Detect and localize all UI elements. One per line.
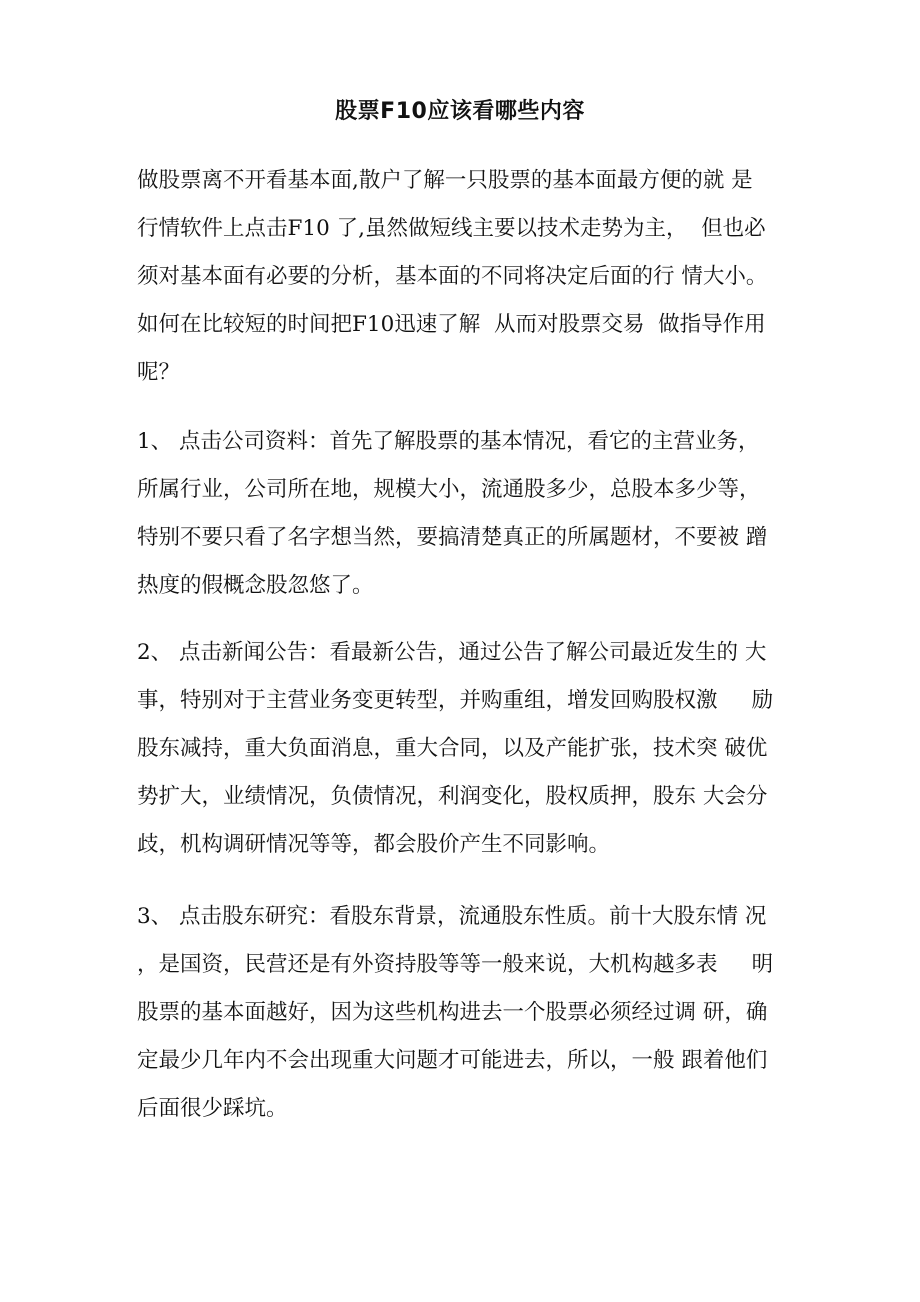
paragraph-line: 做股票离不开看基本面,散户了解一只股票的基本面最方便的就 是 bbox=[137, 168, 753, 193]
paragraph-line: 须对基本面有必要的分析，基本面的不同将决定后面的行 情大小。 bbox=[137, 264, 768, 289]
paragraph-shareholder-research bbox=[137, 893, 797, 1133]
paragraph-line: 1、 点击公司资料：首先了解股票的基本情况，看它的主营业务， bbox=[137, 429, 760, 454]
paragraph-company-info bbox=[137, 418, 797, 610]
paragraph-line: 如何在比较短的时间把F10迅速了解 从而对股票交易 做指导作用 bbox=[137, 312, 766, 337]
paragraph-line: 歧，机构调研情况等等，都会股价产生不同影响。 bbox=[137, 832, 611, 857]
paragraph-intro bbox=[137, 157, 797, 397]
paragraph-news-announcements bbox=[137, 629, 797, 869]
paragraph-line: 后面很少踩坑。 bbox=[137, 1096, 288, 1121]
paragraph-line: 股票的基本面越好，因为这些机构进去一个股票必须经过调 研，确 bbox=[137, 1000, 768, 1025]
paragraph-line: 特别不要只看了名字想当然，要搞清楚真正的所属题材，不要被 蹭 bbox=[137, 525, 768, 550]
paragraph-line: 热度的假概念股忽悠了。 bbox=[137, 573, 374, 598]
paragraph-line: 所属行业，公司所在地，规模大小，流通股多少，总股本多少等， bbox=[137, 477, 761, 502]
paragraph-line: 定最少几年内不会出现重大问题才可能进去，所以，一般 跟着他们 bbox=[137, 1048, 768, 1073]
paragraph-line: 行情软件上点击F10 了,虽然做短线主要以技术走势为主， 但也必 bbox=[137, 216, 766, 241]
paragraph-line: 势扩大，业绩情况，负债情况，利润变化，股权质押，股东 大会分 bbox=[137, 784, 768, 809]
paragraph-line: 2、 点击新闻公告：看最新公告，通过公告了解公司最近发生的 大 bbox=[137, 640, 767, 665]
paragraph-line: 股东减持，重大负面消息，重大合同，以及产能扩张，技术突 破优 bbox=[137, 736, 768, 761]
paragraph-line: 呢？ bbox=[137, 360, 181, 385]
paragraph-line: ，是国资，民营还是有外资持股等等一般来说，大机构越多表 明 bbox=[137, 952, 774, 977]
document-title: 股票F10应该看哪些内容 bbox=[335, 99, 585, 124]
paragraph-line: 3、 点击股东研究：看股东背景，流通股东性质。前十大股东情 况 bbox=[137, 904, 767, 929]
paragraph-line: 事，特别对于主营业务变更转型，并购重组，增发回购股权激 励 bbox=[137, 688, 774, 713]
